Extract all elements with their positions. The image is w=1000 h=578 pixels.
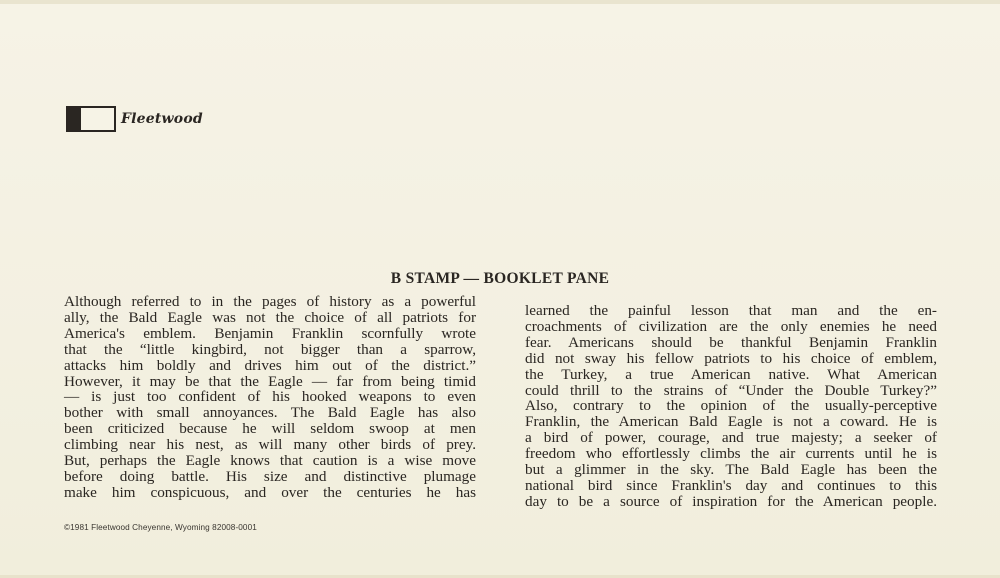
text-line: Franklin, the American Bald Eagle is not a coward. He is [525, 413, 937, 431]
text-column-left [64, 294, 476, 501]
text-line: that the “little kingbird, not bigger than a sparrow, [64, 340, 476, 358]
text-line: could thrill to the strains of “Under the Double Turkey?” [525, 381, 937, 399]
logo-mark-fill [68, 108, 81, 130]
copyright-notice: ©1981 Fleetwood Cheyenne, Wyoming 82008-0001 [64, 523, 257, 532]
text-line: bother with small annoyances. The Bald Eagle has also [64, 404, 476, 422]
text-line: America's emblem. Benjamin Franklin scornfully wrote [64, 324, 476, 342]
text-line: Although referred to in the pages of history as a powerful [64, 293, 476, 310]
text-line: national bird since Franklin's day and continues to this [525, 476, 937, 494]
text-line: But, perhaps the Eagle knows that caution is a wise move [64, 452, 476, 470]
text-line: learned the painful lesson that man and the en- [525, 302, 937, 319]
page-title: B STAMP — BOOKLET PANE [390, 270, 610, 287]
text-line: attacks him boldly and drives him out of the district.” [64, 356, 476, 374]
text-line: fear. Americans should be thankful Benjamin Franklin [525, 333, 937, 351]
text-line: day to be a source of inspiration for the American people. [525, 492, 937, 510]
text-line: freedom who effortlessly climbs the air currents until he is [525, 445, 937, 463]
text-line: did not sway his fellow patriots to his choice of emblem, [525, 349, 937, 367]
text-line: — is just too confident of his hooked weapons to even [64, 388, 476, 406]
text-line: However, it may be that the Eagle — far from being timid [64, 372, 476, 390]
text-column-right [525, 303, 937, 510]
text-line: Also, contrary to the opinion of the usually-perceptive [525, 397, 937, 415]
logo-text: Fleetwood [121, 111, 203, 127]
text-line: before doing battle. His size and distinctive plumage [64, 467, 476, 485]
text-line: the Turkey, a true American native. What American [525, 365, 937, 383]
text-line: a bird of power, courage, and true majesty; a seeker of [525, 429, 937, 447]
text-line: climbing near his nest, as will many other birds of prey. [64, 436, 476, 454]
text-line: croachments of civilization are the only enemies he need [525, 317, 937, 335]
fleetwood-logo [66, 106, 203, 132]
paper-top-edge [0, 0, 1000, 4]
text-line: make him conspicuous, and over the centuries he has [64, 483, 476, 501]
text-line: ally, the Bald Eagle was not the choice of all patriots for [64, 308, 476, 326]
text-line: been criticized because he will seldom swoop at men [64, 420, 476, 438]
logo-mark-icon [66, 106, 116, 132]
text-line: but a glimmer in the sky. The Bald Eagle has been the [525, 461, 937, 479]
